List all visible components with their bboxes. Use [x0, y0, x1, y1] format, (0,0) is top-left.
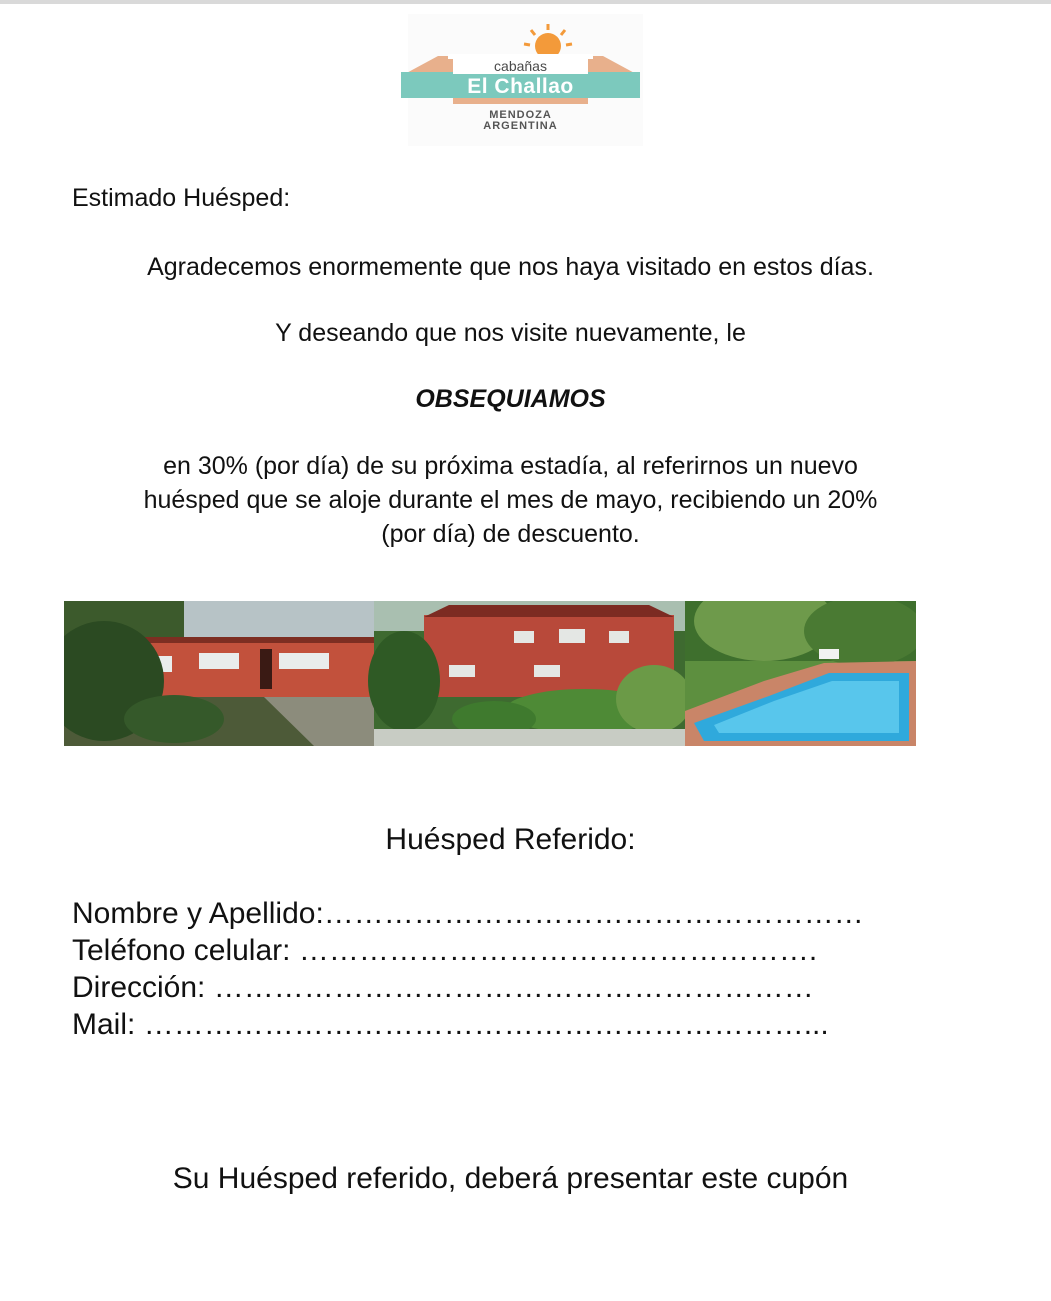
greeting: Estimado Huésped:	[72, 184, 291, 212]
photo-strip	[64, 601, 916, 746]
address-dots: ……………………………………………………	[213, 971, 814, 1004]
form-title: Huésped Referido:	[385, 823, 636, 856]
logo-city: MENDOZA	[489, 109, 552, 121]
highlight-word: OBSEQUIAMOS	[415, 385, 606, 413]
page-top-border	[0, 0, 1051, 4]
mail-field[interactable]	[72, 1006, 829, 1043]
cabin-front-photo	[64, 601, 374, 746]
name-field[interactable]	[72, 895, 864, 932]
logo	[398, 14, 643, 146]
offer-line-3: (por día) de descuento.	[381, 520, 640, 548]
offer-line-1: en 30% (por día) de su próxima estadía, al referirnos un nuevo	[163, 452, 858, 480]
logo-brand-name: El Challao	[467, 75, 574, 98]
phone-label: Teléfono celular:	[72, 934, 299, 967]
logo-country: ARGENTINA	[483, 120, 558, 132]
address-label: Dirección:	[72, 971, 214, 1004]
mail-label: Mail:	[72, 1008, 144, 1041]
phone-field[interactable]	[72, 932, 817, 969]
cabin-garden-photo	[368, 601, 692, 746]
name-label: Nombre y Apellido:	[72, 897, 324, 930]
name-dots: ………………………………………………	[323, 897, 864, 930]
footer-note: Su Huésped referido, deberá presentar este cupón	[172, 1162, 849, 1195]
pool-photo	[685, 601, 916, 746]
phone-dots: …………………………………………….	[298, 934, 818, 967]
address-field[interactable]	[72, 969, 814, 1006]
thanks-line: Agradecemos enormemente que nos haya visitado en estos días.	[147, 253, 874, 281]
mail-dots: …………………………………………………………...	[143, 1008, 829, 1041]
wish-line: Y deseando que nos visite nuevamente, le	[275, 319, 746, 347]
offer-line-2: huésped que se aloje durante el mes de mayo, recibiendo un 20%	[143, 486, 878, 514]
logo-small-text: cabañas	[494, 58, 547, 74]
